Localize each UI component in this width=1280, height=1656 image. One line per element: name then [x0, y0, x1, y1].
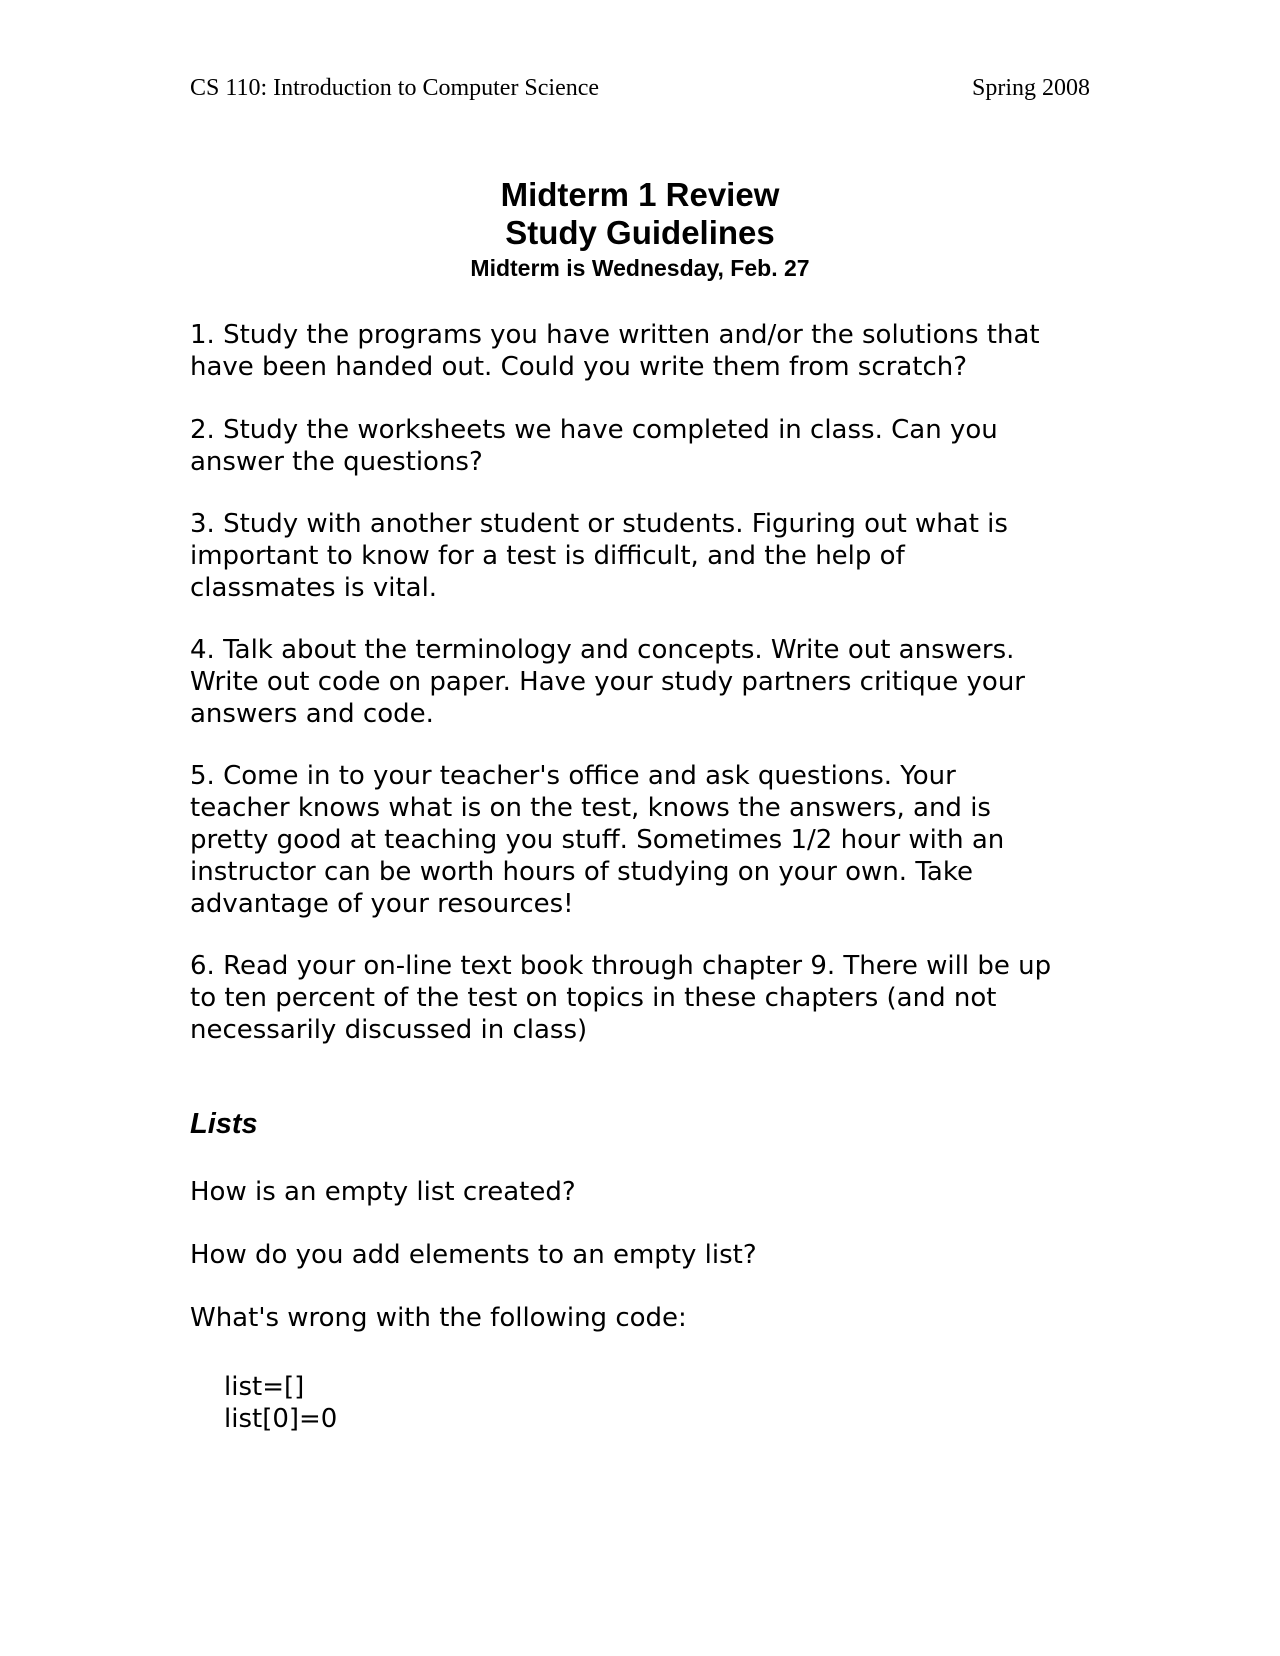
guideline-line: 6. Read your on-line text book through chapter 9. There will be up — [190, 951, 1052, 981]
guideline-line: answers and code. — [190, 699, 434, 729]
guideline-line: teacher knows what is on the test, knows the answers, and is — [190, 793, 991, 823]
question-empty-list: How is an empty list created? — [190, 1177, 576, 1207]
guideline-line: to ten percent of the test on topics in these chapters (and not — [190, 983, 997, 1013]
title-block — [190, 176, 1090, 285]
guideline-item-1 — [190, 319, 1110, 383]
guideline-line: 4. Talk about the terminology and concepts. Write out answers. — [190, 635, 1015, 665]
guideline-item-4 — [190, 634, 1110, 730]
term: Spring 2008 — [971, 75, 1090, 101]
document-title: Midterm 1 Review — [500, 176, 780, 213]
guideline-line: classmates is vital. — [190, 573, 438, 603]
guideline-line: important to know for a test is difficult, and the help of — [190, 541, 905, 571]
guideline-line: advantage of your resources! — [190, 889, 574, 919]
question-add-elements: How do you add elements to an empty list? — [190, 1240, 757, 1270]
document-subtitle: Study Guidelines — [505, 214, 775, 251]
page-header — [190, 75, 1090, 111]
guideline-line: 3. Study with another student or students. Figuring out what is — [190, 509, 1008, 539]
guideline-line: instructor can be worth hours of studying on your own. Take — [190, 857, 973, 887]
question-code-error: What's wrong with the following code: — [190, 1303, 687, 1333]
section-heading-lists: Lists — [190, 1108, 258, 1140]
guideline-line: have been handed out. Could you write them from scratch? — [190, 352, 968, 382]
course-name: CS 110: Introduction to Computer Science — [190, 75, 600, 101]
guideline-line: answer the questions? — [190, 447, 483, 477]
guideline-item-6 — [190, 950, 1110, 1046]
guideline-line: 2. Study the worksheets we have completed in class. Can you — [190, 415, 998, 445]
guideline-line: 1. Study the programs you have written and/or the solutions that — [190, 320, 1040, 350]
guideline-item-2 — [190, 414, 1110, 478]
guideline-line: Write out code on paper. Have your study partners critique your — [190, 667, 1025, 697]
guideline-item-5 — [190, 760, 1110, 920]
guideline-line: 5. Come in to your teacher's office and ask questions. Your — [190, 761, 956, 791]
guideline-line: pretty good at teaching you stuff. Sometimes 1/2 hour with an — [190, 825, 1005, 855]
guideline-item-3 — [190, 508, 1110, 604]
code-line: list[0]=0 — [224, 1404, 338, 1434]
code-sample — [224, 1371, 337, 1435]
guideline-line: necessarily discussed in class) — [190, 1015, 588, 1045]
midterm-date: Midterm is Wednesday, Feb. 27 — [470, 255, 810, 281]
code-line: list=[] — [224, 1372, 305, 1402]
